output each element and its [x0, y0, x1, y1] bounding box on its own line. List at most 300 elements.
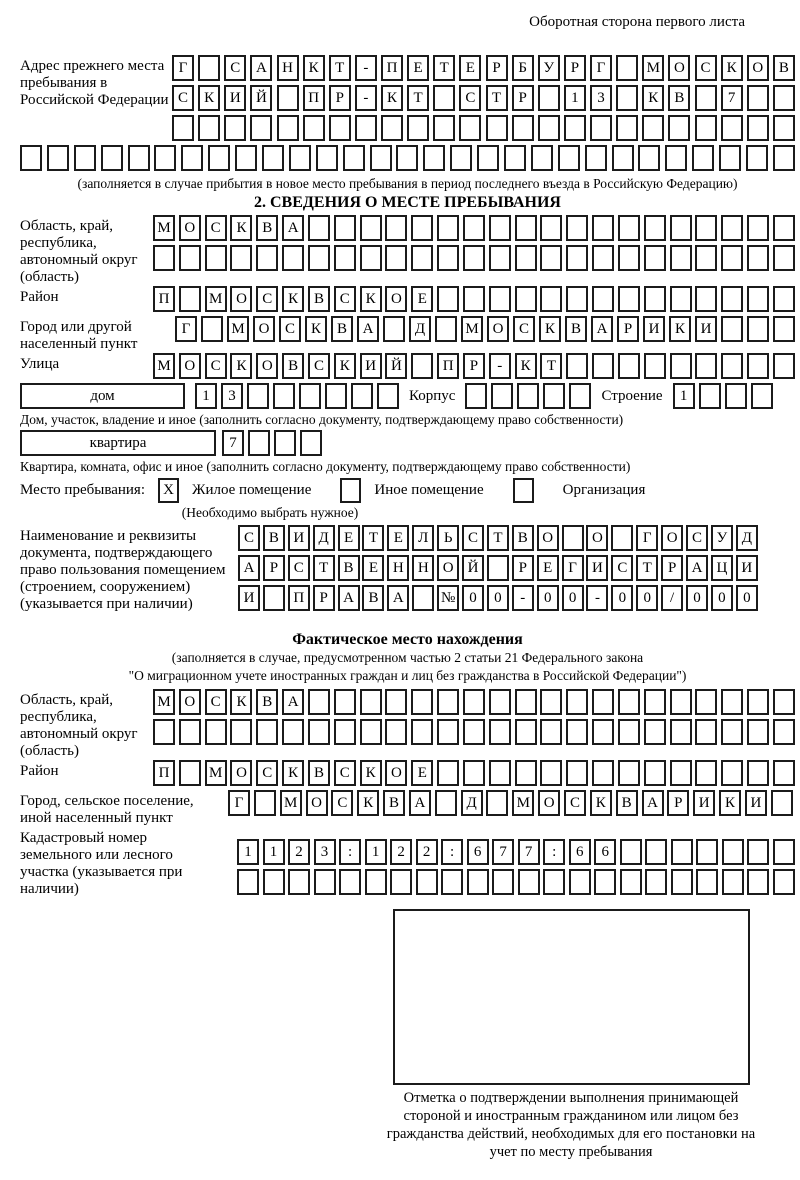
char-cell[interactable]: [692, 145, 714, 171]
char-cell[interactable]: О: [253, 316, 275, 342]
char-cell[interactable]: Р: [667, 790, 689, 816]
char-cell[interactable]: [773, 719, 795, 745]
char-cell[interactable]: В: [331, 316, 353, 342]
char-cell[interactable]: А: [282, 689, 304, 715]
char-cell[interactable]: [74, 145, 96, 171]
char-cell[interactable]: [558, 145, 580, 171]
char-cell[interactable]: [773, 316, 795, 342]
char-cell[interactable]: [325, 383, 347, 409]
char-cell[interactable]: Е: [411, 760, 433, 786]
char-cell[interactable]: [644, 719, 666, 745]
char-cell[interactable]: [594, 869, 616, 895]
char-cell[interactable]: [747, 115, 769, 141]
char-cell[interactable]: [695, 760, 717, 786]
char-cell[interactable]: [721, 760, 743, 786]
char-cell[interactable]: [645, 839, 667, 865]
char-cell[interactable]: [695, 286, 717, 312]
char-cell[interactable]: 1: [365, 839, 387, 865]
char-cell[interactable]: [489, 689, 511, 715]
char-cell[interactable]: [564, 115, 586, 141]
char-cell[interactable]: 2: [390, 839, 412, 865]
char-cell[interactable]: -: [355, 85, 377, 111]
char-cell[interactable]: К: [721, 55, 743, 81]
char-cell[interactable]: 0: [562, 585, 584, 611]
char-cell[interactable]: [566, 760, 588, 786]
char-cell[interactable]: [289, 145, 311, 171]
char-cell[interactable]: Т: [362, 525, 384, 551]
char-cell[interactable]: И: [586, 555, 608, 581]
char-cell[interactable]: [695, 689, 717, 715]
char-cell[interactable]: [515, 215, 537, 241]
char-cell[interactable]: 3: [221, 383, 243, 409]
char-cell[interactable]: Г: [636, 525, 658, 551]
char-cell[interactable]: [504, 145, 526, 171]
char-cell[interactable]: [592, 760, 614, 786]
char-cell[interactable]: [644, 760, 666, 786]
char-cell[interactable]: Р: [486, 55, 508, 81]
char-cell[interactable]: И: [693, 790, 715, 816]
char-cell[interactable]: [282, 719, 304, 745]
char-cell[interactable]: [463, 286, 485, 312]
char-cell[interactable]: [491, 383, 513, 409]
char-cell[interactable]: [256, 719, 278, 745]
char-cell[interactable]: [773, 760, 795, 786]
char-cell[interactable]: [721, 689, 743, 715]
char-cell[interactable]: [515, 286, 537, 312]
char-cell[interactable]: [540, 245, 562, 271]
char-cell[interactable]: Р: [564, 55, 586, 81]
char-cell[interactable]: [179, 760, 201, 786]
char-cell[interactable]: 1: [237, 839, 259, 865]
char-cell[interactable]: Е: [411, 286, 433, 312]
stay-option-checkbox-residential[interactable]: X: [158, 478, 179, 503]
char-cell[interactable]: [515, 760, 537, 786]
char-cell[interactable]: [670, 719, 692, 745]
char-cell[interactable]: Т: [407, 85, 429, 111]
char-cell[interactable]: В: [308, 286, 330, 312]
char-cell[interactable]: [154, 145, 176, 171]
char-cell[interactable]: [235, 145, 257, 171]
char-cell[interactable]: С: [238, 525, 260, 551]
char-cell[interactable]: [308, 689, 330, 715]
char-cell[interactable]: [773, 689, 795, 715]
char-cell[interactable]: [463, 215, 485, 241]
char-cell[interactable]: [377, 383, 399, 409]
char-cell[interactable]: Г: [175, 316, 197, 342]
char-cell[interactable]: Г: [228, 790, 250, 816]
char-cell[interactable]: [747, 869, 769, 895]
char-cell[interactable]: [435, 316, 457, 342]
char-cell[interactable]: :: [441, 839, 463, 865]
char-cell[interactable]: [179, 286, 201, 312]
char-cell[interactable]: 7: [222, 430, 244, 456]
char-cell[interactable]: С: [695, 55, 717, 81]
char-cell[interactable]: [329, 115, 351, 141]
char-cell[interactable]: С: [279, 316, 301, 342]
char-cell[interactable]: К: [334, 353, 356, 379]
char-cell[interactable]: Т: [433, 55, 455, 81]
char-cell[interactable]: О: [538, 790, 560, 816]
char-cell[interactable]: А: [387, 585, 409, 611]
char-cell[interactable]: Д: [313, 525, 335, 551]
char-cell[interactable]: [566, 353, 588, 379]
char-cell[interactable]: [273, 383, 295, 409]
char-cell[interactable]: [365, 869, 387, 895]
char-cell[interactable]: [725, 383, 747, 409]
char-cell[interactable]: [618, 719, 640, 745]
char-cell[interactable]: [383, 316, 405, 342]
char-cell[interactable]: [695, 245, 717, 271]
char-cell[interactable]: О: [487, 316, 509, 342]
char-cell[interactable]: К: [669, 316, 691, 342]
char-cell[interactable]: В: [308, 760, 330, 786]
char-cell[interactable]: 7: [721, 85, 743, 111]
char-cell[interactable]: [263, 869, 285, 895]
char-cell[interactable]: [450, 145, 472, 171]
char-cell[interactable]: [721, 353, 743, 379]
char-cell[interactable]: [334, 719, 356, 745]
char-cell[interactable]: Е: [407, 55, 429, 81]
char-cell[interactable]: У: [711, 525, 733, 551]
char-cell[interactable]: [747, 839, 769, 865]
char-cell[interactable]: О: [668, 55, 690, 81]
char-cell[interactable]: К: [360, 286, 382, 312]
char-cell[interactable]: [747, 689, 769, 715]
char-cell[interactable]: [618, 286, 640, 312]
char-cell[interactable]: [263, 585, 285, 611]
char-cell[interactable]: :: [339, 839, 361, 865]
char-cell[interactable]: [351, 383, 373, 409]
char-cell[interactable]: [616, 55, 638, 81]
char-cell[interactable]: И: [288, 525, 310, 551]
char-cell[interactable]: С: [256, 286, 278, 312]
char-cell[interactable]: [620, 869, 642, 895]
char-cell[interactable]: 0: [462, 585, 484, 611]
char-cell[interactable]: С: [205, 689, 227, 715]
char-cell[interactable]: Й: [462, 555, 484, 581]
char-cell[interactable]: 1: [195, 383, 217, 409]
char-cell[interactable]: Н: [387, 555, 409, 581]
char-cell[interactable]: А: [591, 316, 613, 342]
char-cell[interactable]: [299, 383, 321, 409]
char-cell[interactable]: К: [230, 353, 252, 379]
char-cell[interactable]: Д: [409, 316, 431, 342]
char-cell[interactable]: 2: [288, 839, 310, 865]
char-cell[interactable]: [773, 215, 795, 241]
char-cell[interactable]: А: [238, 555, 260, 581]
char-cell[interactable]: [540, 286, 562, 312]
char-cell[interactable]: [205, 719, 227, 745]
char-cell[interactable]: [531, 145, 553, 171]
char-cell[interactable]: [437, 286, 459, 312]
char-cell[interactable]: 0: [711, 585, 733, 611]
char-cell[interactable]: И: [360, 353, 382, 379]
char-cell[interactable]: [695, 85, 717, 111]
char-cell[interactable]: [747, 245, 769, 271]
char-cell[interactable]: [463, 689, 485, 715]
char-cell[interactable]: М: [461, 316, 483, 342]
char-cell[interactable]: [489, 215, 511, 241]
char-cell[interactable]: [644, 245, 666, 271]
char-cell[interactable]: П: [153, 760, 175, 786]
char-cell[interactable]: [262, 145, 284, 171]
char-cell[interactable]: 0: [611, 585, 633, 611]
char-cell[interactable]: [486, 790, 508, 816]
char-cell[interactable]: [616, 85, 638, 111]
char-cell[interactable]: [747, 353, 769, 379]
char-cell[interactable]: [423, 145, 445, 171]
char-cell[interactable]: [390, 869, 412, 895]
char-cell[interactable]: С: [564, 790, 586, 816]
char-cell[interactable]: [237, 869, 259, 895]
char-cell[interactable]: [515, 245, 537, 271]
char-cell[interactable]: О: [385, 286, 407, 312]
char-cell[interactable]: А: [338, 585, 360, 611]
char-cell[interactable]: [467, 869, 489, 895]
char-cell[interactable]: Р: [313, 585, 335, 611]
char-cell[interactable]: [247, 383, 269, 409]
char-cell[interactable]: М: [280, 790, 302, 816]
char-cell[interactable]: С: [513, 316, 535, 342]
char-cell[interactable]: [179, 719, 201, 745]
char-cell[interactable]: Р: [512, 555, 534, 581]
char-cell[interactable]: [773, 85, 795, 111]
char-cell[interactable]: 0: [686, 585, 708, 611]
char-cell[interactable]: В: [565, 316, 587, 342]
char-cell[interactable]: [179, 245, 201, 271]
char-cell[interactable]: [411, 353, 433, 379]
stay-option-checkbox-other[interactable]: [340, 478, 361, 503]
char-cell[interactable]: Л: [412, 525, 434, 551]
char-cell[interactable]: [518, 869, 540, 895]
char-cell[interactable]: К: [198, 85, 220, 111]
char-cell[interactable]: [385, 245, 407, 271]
char-cell[interactable]: [616, 115, 638, 141]
char-cell[interactable]: [314, 869, 336, 895]
char-cell[interactable]: К: [230, 215, 252, 241]
char-cell[interactable]: Н: [412, 555, 434, 581]
char-cell[interactable]: [695, 215, 717, 241]
char-cell[interactable]: Г: [562, 555, 584, 581]
char-cell[interactable]: [463, 245, 485, 271]
char-cell[interactable]: [101, 145, 123, 171]
char-cell[interactable]: [620, 839, 642, 865]
char-cell[interactable]: Р: [263, 555, 285, 581]
char-cell[interactable]: [721, 316, 743, 342]
char-cell[interactable]: 0: [487, 585, 509, 611]
char-cell[interactable]: Г: [590, 55, 612, 81]
char-cell[interactable]: [612, 145, 634, 171]
char-cell[interactable]: [644, 215, 666, 241]
char-cell[interactable]: [592, 719, 614, 745]
char-cell[interactable]: П: [153, 286, 175, 312]
char-cell[interactable]: С: [459, 85, 481, 111]
char-cell[interactable]: [719, 145, 741, 171]
char-cell[interactable]: [695, 353, 717, 379]
char-cell[interactable]: Т: [313, 555, 335, 581]
char-cell[interactable]: [585, 145, 607, 171]
char-cell[interactable]: [670, 286, 692, 312]
char-cell[interactable]: К: [282, 286, 304, 312]
char-cell[interactable]: [256, 245, 278, 271]
char-cell[interactable]: [486, 115, 508, 141]
char-cell[interactable]: [592, 245, 614, 271]
char-cell[interactable]: /: [661, 585, 683, 611]
char-cell[interactable]: [308, 245, 330, 271]
char-cell[interactable]: [433, 85, 455, 111]
char-cell[interactable]: [644, 689, 666, 715]
char-cell[interactable]: [487, 555, 509, 581]
char-cell[interactable]: Р: [512, 85, 534, 111]
char-cell[interactable]: М: [153, 689, 175, 715]
char-cell[interactable]: [747, 286, 769, 312]
char-cell[interactable]: О: [230, 760, 252, 786]
char-cell[interactable]: [638, 145, 660, 171]
char-cell[interactable]: [695, 719, 717, 745]
char-cell[interactable]: Д: [736, 525, 758, 551]
char-cell[interactable]: С: [686, 525, 708, 551]
char-cell[interactable]: О: [661, 525, 683, 551]
char-cell[interactable]: [722, 839, 744, 865]
char-cell[interactable]: [696, 839, 718, 865]
char-cell[interactable]: [334, 215, 356, 241]
char-cell[interactable]: [477, 145, 499, 171]
char-cell[interactable]: [773, 115, 795, 141]
char-cell[interactable]: [512, 115, 534, 141]
char-cell[interactable]: [670, 215, 692, 241]
char-cell[interactable]: [773, 245, 795, 271]
char-cell[interactable]: [355, 115, 377, 141]
char-cell[interactable]: [360, 215, 382, 241]
char-cell[interactable]: В: [282, 353, 304, 379]
char-cell[interactable]: С: [334, 760, 356, 786]
char-cell[interactable]: М: [642, 55, 664, 81]
char-cell[interactable]: [459, 115, 481, 141]
char-cell[interactable]: [47, 145, 69, 171]
char-cell[interactable]: И: [224, 85, 246, 111]
char-cell[interactable]: [489, 286, 511, 312]
char-cell[interactable]: О: [437, 555, 459, 581]
char-cell[interactable]: [411, 215, 433, 241]
char-cell[interactable]: [771, 790, 793, 816]
char-cell[interactable]: С: [256, 760, 278, 786]
char-cell[interactable]: К: [357, 790, 379, 816]
char-cell[interactable]: [747, 719, 769, 745]
char-cell[interactable]: О: [586, 525, 608, 551]
char-cell[interactable]: [437, 215, 459, 241]
char-cell[interactable]: [517, 383, 539, 409]
char-cell[interactable]: [198, 55, 220, 81]
char-cell[interactable]: [566, 245, 588, 271]
char-cell[interactable]: [773, 286, 795, 312]
char-cell[interactable]: [722, 869, 744, 895]
char-cell[interactable]: О: [537, 525, 559, 551]
char-cell[interactable]: Н: [277, 55, 299, 81]
char-cell[interactable]: С: [172, 85, 194, 111]
char-cell[interactable]: 6: [467, 839, 489, 865]
char-cell[interactable]: :: [543, 839, 565, 865]
char-cell[interactable]: [250, 115, 272, 141]
char-cell[interactable]: А: [642, 790, 664, 816]
char-cell[interactable]: М: [512, 790, 534, 816]
char-cell[interactable]: Е: [537, 555, 559, 581]
char-cell[interactable]: 2: [416, 839, 438, 865]
char-cell[interactable]: [668, 115, 690, 141]
char-cell[interactable]: [671, 869, 693, 895]
char-cell[interactable]: В: [616, 790, 638, 816]
char-cell[interactable]: Т: [487, 525, 509, 551]
char-cell[interactable]: -: [512, 585, 534, 611]
char-cell[interactable]: [489, 245, 511, 271]
char-cell[interactable]: [590, 115, 612, 141]
char-cell[interactable]: [277, 115, 299, 141]
char-cell[interactable]: [747, 316, 769, 342]
char-cell[interactable]: И: [695, 316, 717, 342]
char-cell[interactable]: Е: [387, 525, 409, 551]
char-cell[interactable]: К: [590, 790, 612, 816]
char-cell[interactable]: [569, 869, 591, 895]
char-cell[interactable]: В: [512, 525, 534, 551]
char-cell[interactable]: [205, 245, 227, 271]
char-cell[interactable]: [566, 689, 588, 715]
char-cell[interactable]: В: [668, 85, 690, 111]
char-cell[interactable]: [773, 353, 795, 379]
char-cell[interactable]: О: [747, 55, 769, 81]
char-cell[interactable]: В: [256, 689, 278, 715]
char-cell[interactable]: 3: [590, 85, 612, 111]
char-cell[interactable]: Д: [461, 790, 483, 816]
char-cell[interactable]: [538, 115, 560, 141]
char-cell[interactable]: [441, 869, 463, 895]
char-cell[interactable]: [618, 689, 640, 715]
char-cell[interactable]: [334, 689, 356, 715]
char-cell[interactable]: М: [153, 353, 175, 379]
char-cell[interactable]: [695, 115, 717, 141]
char-cell[interactable]: Й: [250, 85, 272, 111]
char-cell[interactable]: [20, 145, 42, 171]
char-cell[interactable]: К: [719, 790, 741, 816]
char-cell[interactable]: [465, 383, 487, 409]
char-cell[interactable]: [773, 839, 795, 865]
char-cell[interactable]: 0: [537, 585, 559, 611]
char-cell[interactable]: [153, 245, 175, 271]
char-cell[interactable]: -: [489, 353, 511, 379]
char-cell[interactable]: [721, 215, 743, 241]
char-cell[interactable]: [721, 286, 743, 312]
char-cell[interactable]: И: [238, 585, 260, 611]
char-cell[interactable]: П: [288, 585, 310, 611]
char-cell[interactable]: [540, 719, 562, 745]
char-cell[interactable]: [248, 430, 270, 456]
char-cell[interactable]: О: [230, 286, 252, 312]
char-cell[interactable]: Т: [486, 85, 508, 111]
char-cell[interactable]: [492, 869, 514, 895]
char-cell[interactable]: [435, 790, 457, 816]
char-cell[interactable]: В: [263, 525, 285, 551]
char-cell[interactable]: [316, 145, 338, 171]
char-cell[interactable]: [773, 869, 795, 895]
char-cell[interactable]: [696, 869, 718, 895]
char-cell[interactable]: 7: [492, 839, 514, 865]
char-cell[interactable]: И: [643, 316, 665, 342]
char-cell[interactable]: [201, 316, 223, 342]
char-cell[interactable]: А: [250, 55, 272, 81]
char-cell[interactable]: [543, 383, 565, 409]
char-cell[interactable]: [411, 245, 433, 271]
char-cell[interactable]: [277, 85, 299, 111]
char-cell[interactable]: 6: [594, 839, 616, 865]
char-cell[interactable]: К: [303, 55, 325, 81]
